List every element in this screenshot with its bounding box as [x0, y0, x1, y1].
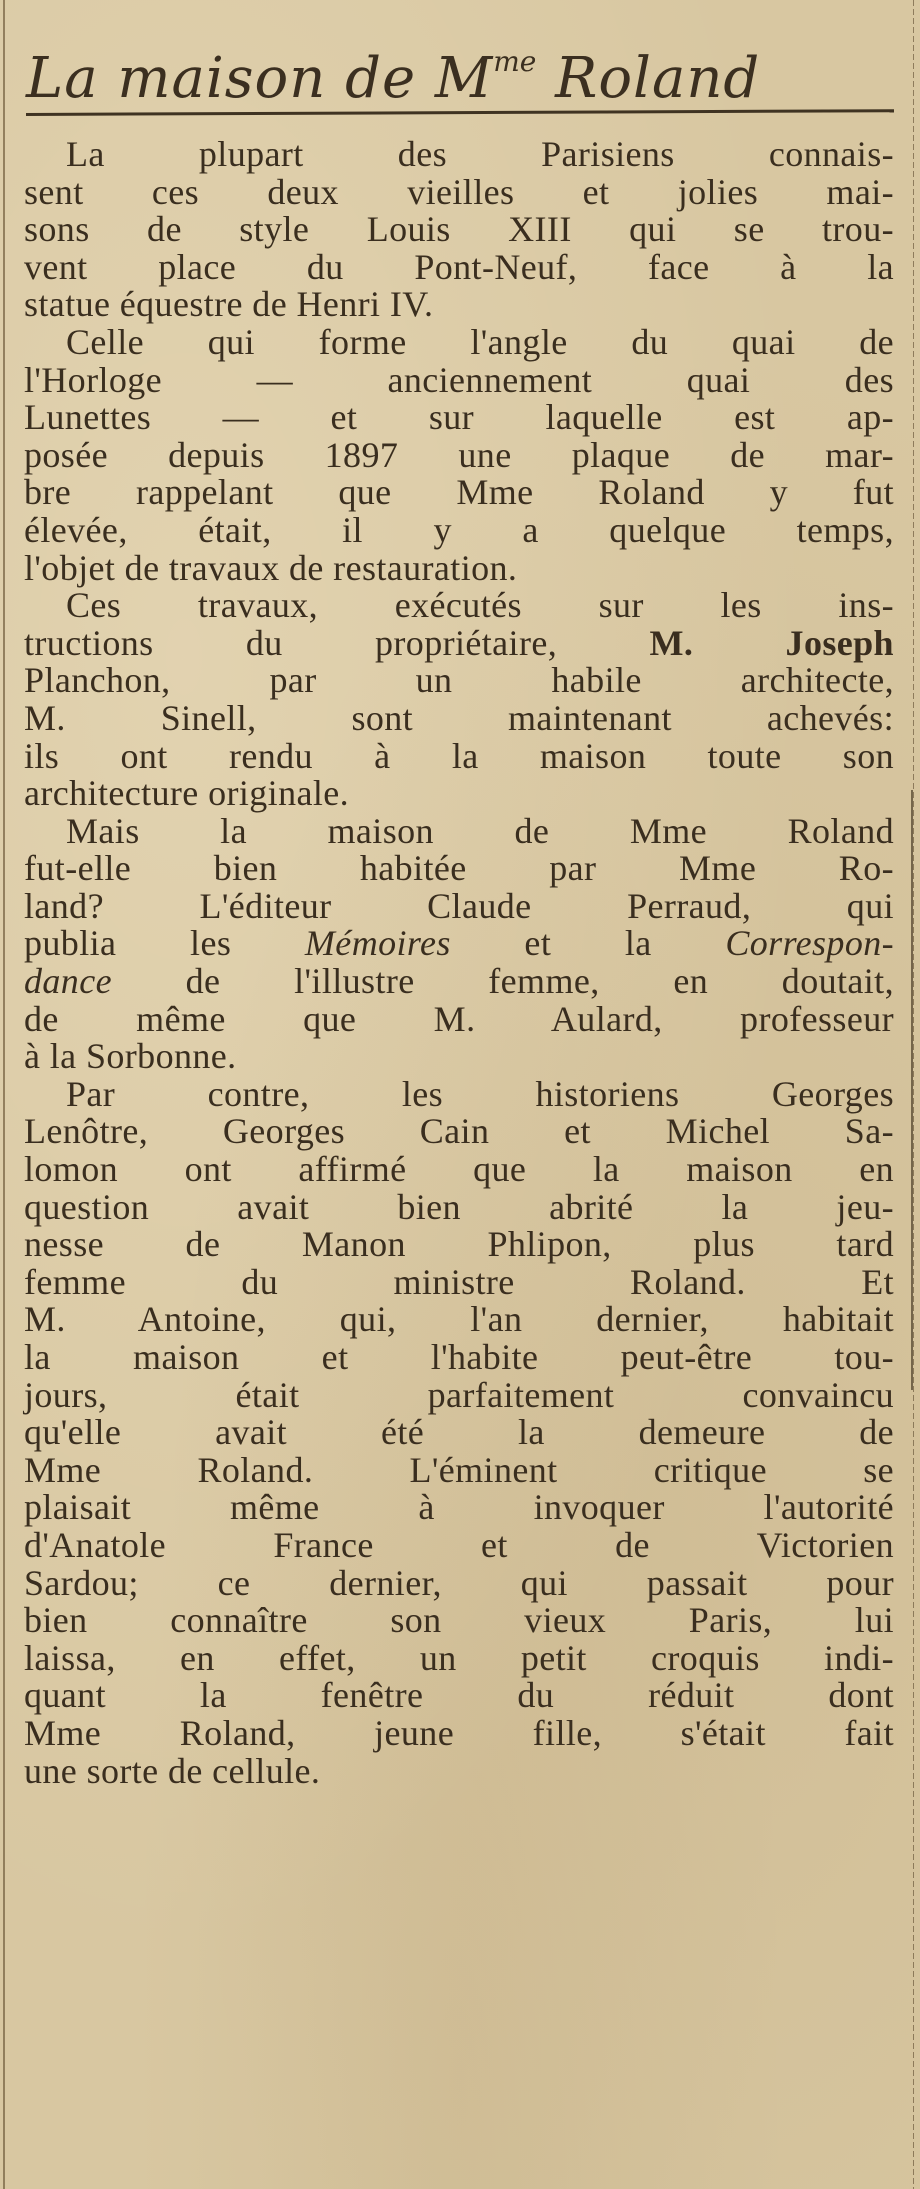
- text-line: Ces travaux, exécutés sur les ins-: [66, 585, 894, 626]
- text-line: élevée, était, il y a quelque temps,: [24, 509, 894, 550]
- text-line: land? L'éditeur Claude Perraud, qui: [24, 885, 894, 926]
- text-line: Lunettes — et sur laquelle est ap-: [24, 397, 894, 438]
- text-line: Mais la maison de Mme Roland: [66, 810, 894, 851]
- text-run: de l'illustre femme, en doutait,: [111, 961, 894, 1002]
- italic-title-correspondance-cont: dance: [24, 961, 112, 1002]
- text-line: ils ont rendu à la maison toute son: [24, 735, 894, 776]
- text-run: et la: [450, 923, 726, 964]
- text-line: plaisait même à invoquer l'autorité: [24, 1487, 894, 1528]
- left-column-rule: [3, 0, 5, 2189]
- right-column-rule-solid: [911, 790, 913, 1390]
- paragraph-5: [24, 1073, 894, 1791]
- text-line: posée depuis 1897 une plaque de mar-: [24, 434, 894, 475]
- text-line: de même que M. Aulard, professeur: [24, 998, 894, 1039]
- text-line: Sardou; ce dernier, qui passait pour: [24, 1562, 894, 1603]
- text-line: d'Anatole France et de Victorien: [24, 1524, 894, 1565]
- article-title: [26, 22, 906, 119]
- bold-name: M. Joseph: [649, 622, 894, 663]
- paragraph-1: [24, 136, 894, 324]
- text-line: à la Sorbonne.: [24, 1036, 237, 1077]
- text-line: La plupart des Parisiens connais-: [66, 134, 894, 174]
- text-line: la maison et l'habite peut-être tou-: [24, 1337, 894, 1377]
- italic-title-correspondance: Correspon-: [725, 923, 895, 964]
- text-line: [24, 622, 894, 663]
- right-column-rule: [913, 0, 914, 2189]
- title-suffix: Roland: [536, 46, 761, 111]
- paragraph-2: [24, 321, 894, 588]
- text-line: nesse de Manon Phlipon, plus tard: [24, 1224, 894, 1265]
- text-line: sent ces deux vieilles et jolies mai-: [24, 171, 894, 212]
- text-line: M. Antoine, qui, l'an dernier, habitait: [24, 1299, 894, 1340]
- text-line: [24, 963, 894, 1001]
- text-line: fut-elle bien habitée par Mme Ro-: [24, 848, 894, 889]
- text-line: qu'elle avait été la demeure de: [24, 1412, 894, 1453]
- text-line: Planchon, par un habile architecte,: [24, 660, 894, 701]
- text-line: femme du ministre Roland. Et: [24, 1261, 894, 1302]
- text-line: bre rappelant que Mme Roland y fut: [24, 472, 894, 513]
- text-line: une sorte de cellule.: [24, 1750, 321, 1791]
- title-superscript: me: [493, 45, 537, 78]
- text-line: question avait bien abrité la jeu-: [24, 1186, 894, 1227]
- text-line: Mme Roland. L'éminent critique se: [24, 1449, 894, 1490]
- article-body: [24, 136, 894, 1790]
- text-run: publia les: [24, 923, 305, 964]
- text-line: bien connaître son vieux Paris, lui: [24, 1600, 894, 1641]
- text-line: statue équestre de Henri IV.: [24, 284, 434, 325]
- text-line: l'objet de travaux de restauration.: [24, 547, 518, 588]
- paragraph-3: [24, 587, 894, 813]
- title-prefix: La maison de M: [26, 46, 494, 111]
- text-line: Lenôtre, Georges Cain et Michel Sa-: [24, 1111, 894, 1152]
- text-line: Mme Roland, jeune fille, s'était fait: [24, 1712, 894, 1753]
- text-line: sons de style Louis XIII qui se trou-: [24, 209, 894, 250]
- text-line: Par contre, les historiens Georges: [66, 1073, 894, 1114]
- text-line: l'Horloge — anciennement quai des: [24, 359, 894, 400]
- paragraph-4: [24, 810, 895, 1077]
- text-run: tructions du propriétaire,: [24, 622, 650, 663]
- text-line: architecture originale.: [24, 773, 350, 814]
- text-line: Celle qui forme l'angle du quai de: [66, 321, 894, 362]
- italic-title-memoires: Mémoires: [304, 923, 451, 964]
- text-line: lomon ont affirmé que la maison en: [24, 1149, 894, 1190]
- text-line: vent place du Pont-Neuf, face à la: [24, 246, 894, 287]
- text-line: [24, 925, 894, 963]
- text-line: M. Sinell, sont maintenant achevés:: [24, 697, 894, 738]
- text-line: jours, était parfaitement convaincu: [24, 1374, 894, 1415]
- text-line: laissa, en effet, un petit croquis indi-: [24, 1637, 894, 1678]
- text-line: quant la fenêtre du réduit dont: [24, 1675, 894, 1716]
